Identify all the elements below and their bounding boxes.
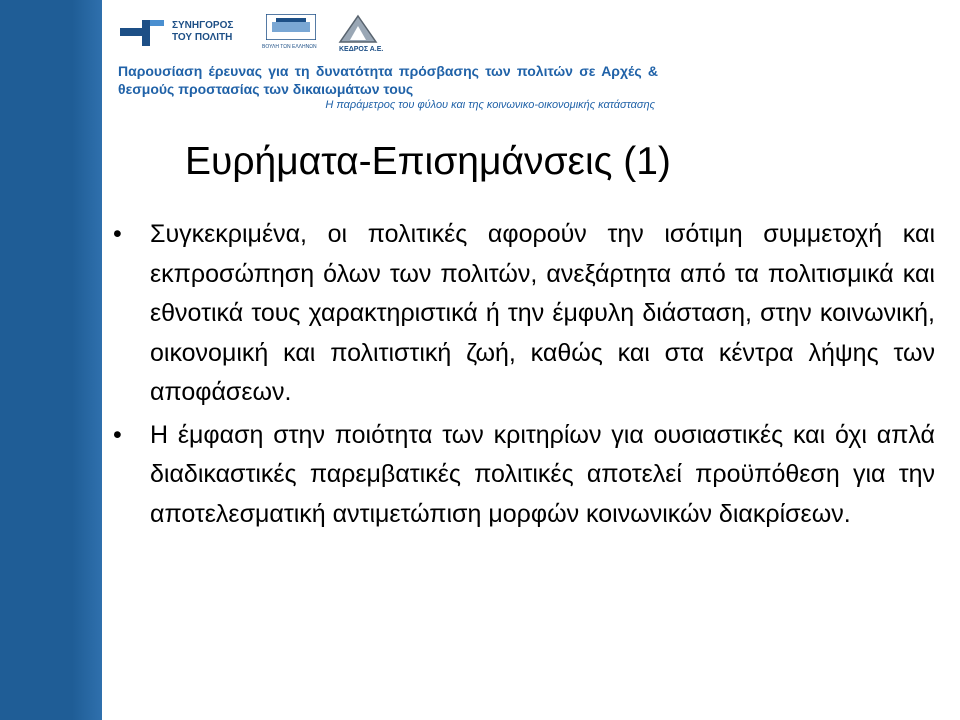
bullet-dot: • — [113, 220, 122, 248]
kedros-logo — [338, 14, 388, 54]
bullet-dot: • — [113, 420, 122, 449]
ombudsman-logo-text: ΣΥΝΗΓΟΡΟΣ ΤΟΥ ΠΟΛΙΤΗ — [172, 20, 234, 43]
bullet-text: Συγκεκριμένα, οι πολιτικές αφορούν την ισότιμη συμμετοχή και εκπροσώπηση όλων των πολιτών, ανεξάρτητα από τα πολιτισμικά και εθνοτικά τους χαρακτηριστικά ή την έμφυλη διάσταση, στην κοινωνική, οικονομική και πολιτιστική ζωή, καθώς και στα κέντρα λήψης των αποφάσεων. — [150, 220, 935, 406]
parliament-building-icon — [266, 14, 316, 40]
slide-content — [113, 215, 935, 537]
survey-subtitle: Η παράμετρος του φύλου και της κοινωνικο-οικονομικής κατάστασης — [325, 99, 655, 111]
left-sidebar-band — [0, 0, 102, 720]
bullet-text: Η έμφαση στην ποιότητα των κριτηρίων για ουσιαστικές και όχι απλά διαδικαστικές παρεμβατικές πολιτικές αποτελεί προϋπόθεση για την αποτελεσματική αντιμετώπιση μορφών κοινωνικών διακρίσεων. — [150, 420, 935, 528]
kedros-triangle-icon — [338, 14, 378, 44]
ombudsman-logo — [120, 14, 250, 54]
bullet-item — [113, 416, 935, 535]
kedros-logo-text: ΚΕΔΡΟΣ Α.Ε. — [339, 46, 384, 53]
sidebar-gradient-strip — [72, 0, 102, 720]
parliament-logo-text: ΒΟΥΛΗ ΤΩΝ ΕΛΛΗΝΩΝ — [262, 44, 317, 50]
bullet-item — [113, 215, 935, 413]
slide-title: Ευρήματα-Επισημάνσεις (1) — [185, 140, 671, 183]
parliament-logo — [262, 14, 322, 54]
ombudsman-logo-icon — [120, 18, 164, 48]
survey-title: Παρουσίαση έρευνας για τη δυνατότητα πρόσβασης των πολιτών σε Αρχές & θεσμούς προστασίας των δικαιωμάτων τους — [118, 63, 658, 97]
